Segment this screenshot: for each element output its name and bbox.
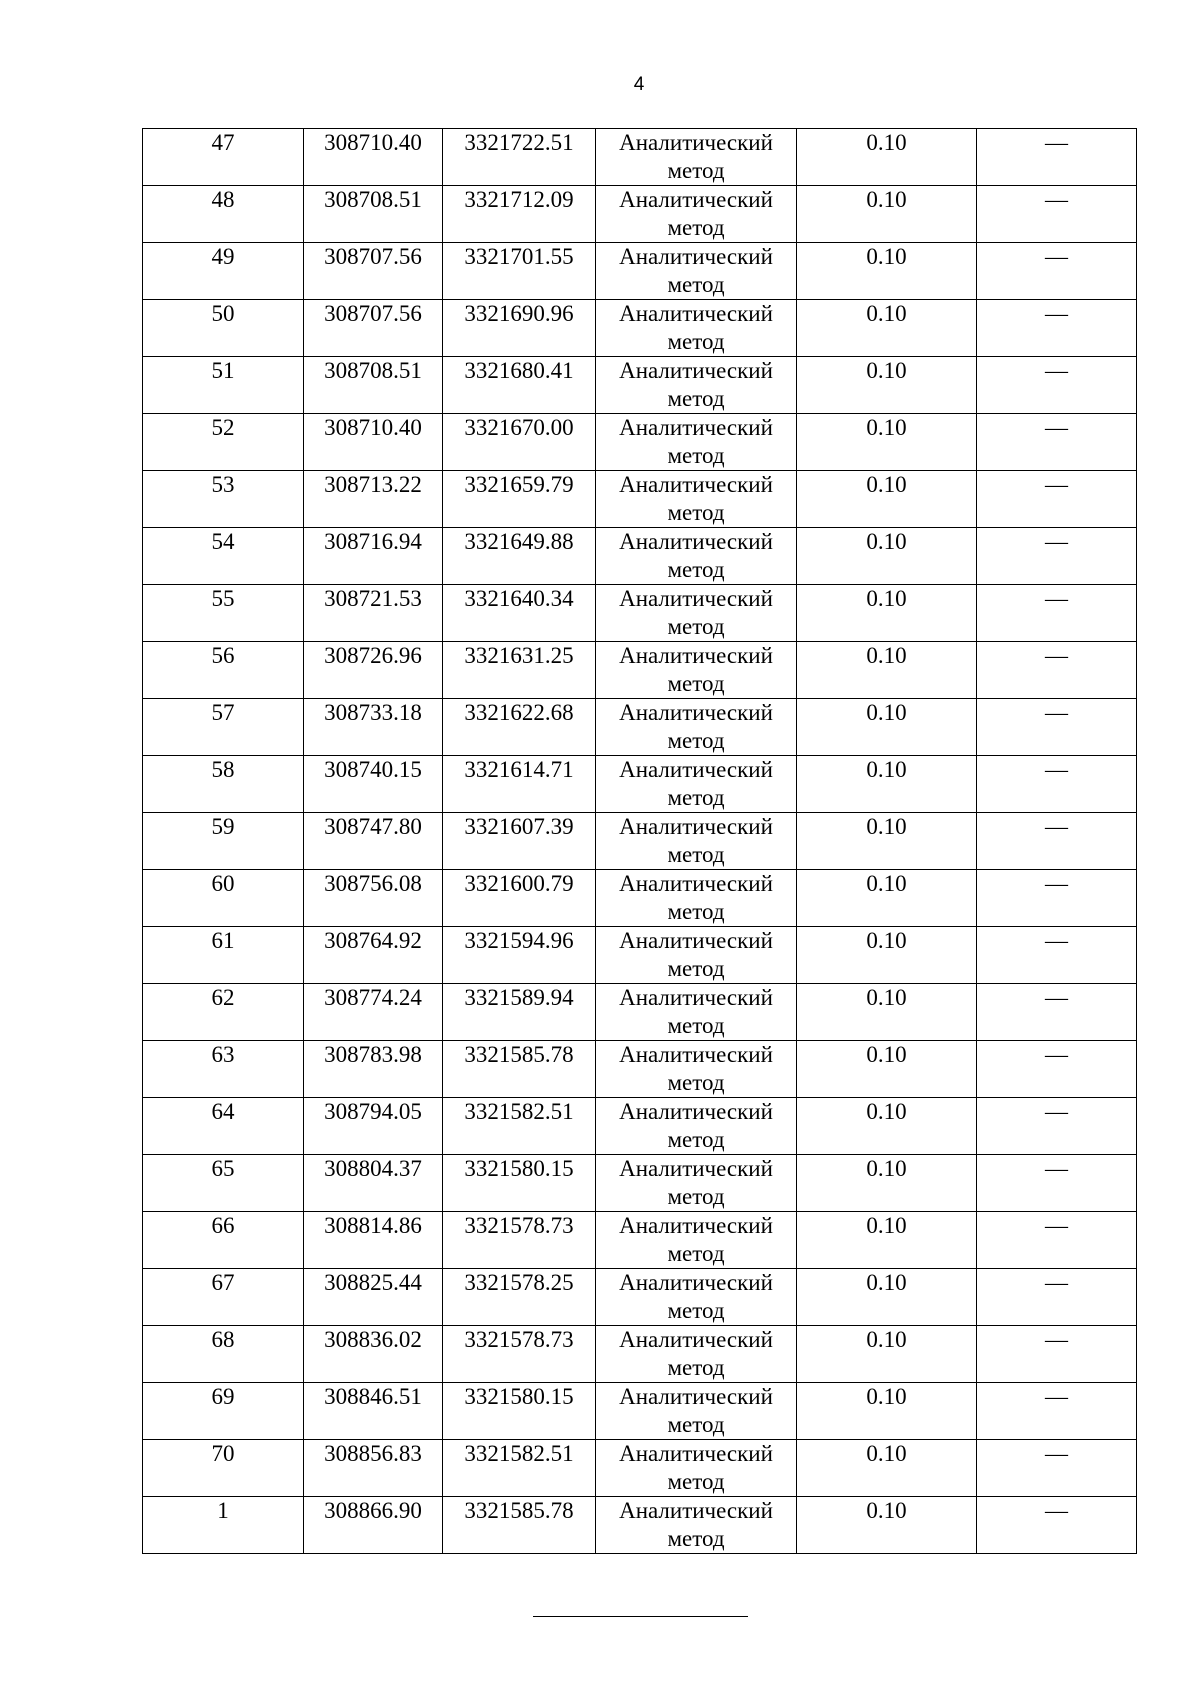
table-row bbox=[143, 984, 1137, 1041]
y-coordinate-cell: 3321582.51 bbox=[443, 1098, 596, 1155]
table-row bbox=[143, 642, 1137, 699]
method-line-2: метод bbox=[667, 1469, 725, 1494]
point-number-cell: 66 bbox=[143, 1212, 304, 1269]
method-line-1: Аналитический bbox=[619, 244, 773, 269]
x-coordinate-cell: 308825.44 bbox=[304, 1269, 443, 1326]
x-coordinate-cell: 308783.98 bbox=[304, 1041, 443, 1098]
description-cell: — bbox=[977, 129, 1137, 186]
coordinates-table-body bbox=[143, 129, 1137, 1554]
description-cell: — bbox=[977, 471, 1137, 528]
x-coordinate-cell: 308794.05 bbox=[304, 1098, 443, 1155]
accuracy-cell: 0.10 bbox=[797, 927, 977, 984]
method-line-1: Аналитический bbox=[619, 814, 773, 839]
accuracy-cell: 0.10 bbox=[797, 357, 977, 414]
method-cell bbox=[596, 870, 797, 927]
y-coordinate-cell: 3321701.55 bbox=[443, 243, 596, 300]
method-cell bbox=[596, 1326, 797, 1383]
description-cell: — bbox=[977, 1269, 1137, 1326]
y-coordinate-cell: 3321622.68 bbox=[443, 699, 596, 756]
x-coordinate-cell: 308740.15 bbox=[304, 756, 443, 813]
table-row bbox=[143, 1041, 1137, 1098]
method-line-2: метод bbox=[667, 671, 725, 696]
method-cell bbox=[596, 1155, 797, 1212]
x-coordinate-cell: 308710.40 bbox=[304, 129, 443, 186]
y-coordinate-cell: 3321585.78 bbox=[443, 1497, 596, 1554]
table-row bbox=[143, 927, 1137, 984]
accuracy-cell: 0.10 bbox=[797, 528, 977, 585]
x-coordinate-cell: 308774.24 bbox=[304, 984, 443, 1041]
method-line-2: метод bbox=[667, 1526, 725, 1551]
table-row bbox=[143, 414, 1137, 471]
point-number-cell: 62 bbox=[143, 984, 304, 1041]
description-cell: — bbox=[977, 357, 1137, 414]
accuracy-cell: 0.10 bbox=[797, 813, 977, 870]
coordinates-table bbox=[142, 128, 1137, 1554]
method-line-2: метод bbox=[667, 500, 725, 525]
method-line-1: Аналитический bbox=[619, 1327, 773, 1352]
accuracy-cell: 0.10 bbox=[797, 129, 977, 186]
description-cell: — bbox=[977, 1497, 1137, 1554]
y-coordinate-cell: 3321578.73 bbox=[443, 1212, 596, 1269]
description-cell: — bbox=[977, 1041, 1137, 1098]
table-row bbox=[143, 186, 1137, 243]
method-cell bbox=[596, 1098, 797, 1155]
x-coordinate-cell: 308756.08 bbox=[304, 870, 443, 927]
description-cell: — bbox=[977, 585, 1137, 642]
y-coordinate-cell: 3321649.88 bbox=[443, 528, 596, 585]
method-line-1: Аналитический bbox=[619, 1156, 773, 1181]
table-row bbox=[143, 1497, 1137, 1554]
method-line-2: метод bbox=[667, 1184, 725, 1209]
method-cell bbox=[596, 585, 797, 642]
method-line-2: метод bbox=[667, 728, 725, 753]
method-cell bbox=[596, 471, 797, 528]
table-row bbox=[143, 471, 1137, 528]
end-of-document-line bbox=[533, 1616, 748, 1617]
method-cell bbox=[596, 699, 797, 756]
method-line-2: метод bbox=[667, 899, 725, 924]
description-cell: — bbox=[977, 699, 1137, 756]
accuracy-cell: 0.10 bbox=[797, 585, 977, 642]
method-line-2: метод bbox=[667, 1241, 725, 1266]
x-coordinate-cell: 308716.94 bbox=[304, 528, 443, 585]
description-cell: — bbox=[977, 1212, 1137, 1269]
method-cell bbox=[596, 186, 797, 243]
x-coordinate-cell: 308856.83 bbox=[304, 1440, 443, 1497]
method-line-1: Аналитический bbox=[619, 1042, 773, 1067]
method-line-2: метод bbox=[667, 1298, 725, 1323]
accuracy-cell: 0.10 bbox=[797, 414, 977, 471]
method-line-1: Аналитический bbox=[619, 871, 773, 896]
method-line-2: метод bbox=[667, 614, 725, 639]
point-number-cell: 70 bbox=[143, 1440, 304, 1497]
method-cell bbox=[596, 642, 797, 699]
point-number-cell: 69 bbox=[143, 1383, 304, 1440]
y-coordinate-cell: 3321594.96 bbox=[443, 927, 596, 984]
table-row bbox=[143, 813, 1137, 870]
x-coordinate-cell: 308733.18 bbox=[304, 699, 443, 756]
y-coordinate-cell: 3321607.39 bbox=[443, 813, 596, 870]
accuracy-cell: 0.10 bbox=[797, 300, 977, 357]
description-cell: — bbox=[977, 870, 1137, 927]
x-coordinate-cell: 308836.02 bbox=[304, 1326, 443, 1383]
accuracy-cell: 0.10 bbox=[797, 243, 977, 300]
table-row bbox=[143, 585, 1137, 642]
y-coordinate-cell: 3321680.41 bbox=[443, 357, 596, 414]
y-coordinate-cell: 3321631.25 bbox=[443, 642, 596, 699]
y-coordinate-cell: 3321589.94 bbox=[443, 984, 596, 1041]
x-coordinate-cell: 308708.51 bbox=[304, 186, 443, 243]
point-number-cell: 48 bbox=[143, 186, 304, 243]
method-line-1: Аналитический bbox=[619, 1441, 773, 1466]
method-line-2: метод bbox=[667, 329, 725, 354]
method-line-1: Аналитический bbox=[619, 1270, 773, 1295]
method-cell bbox=[596, 528, 797, 585]
point-number-cell: 49 bbox=[143, 243, 304, 300]
method-line-1: Аналитический bbox=[619, 586, 773, 611]
description-cell: — bbox=[977, 813, 1137, 870]
method-line-2: метод bbox=[667, 557, 725, 582]
method-line-1: Аналитический bbox=[619, 1384, 773, 1409]
y-coordinate-cell: 3321659.79 bbox=[443, 471, 596, 528]
point-number-cell: 60 bbox=[143, 870, 304, 927]
description-cell: — bbox=[977, 927, 1137, 984]
y-coordinate-cell: 3321580.15 bbox=[443, 1383, 596, 1440]
x-coordinate-cell: 308721.53 bbox=[304, 585, 443, 642]
method-line-2: метод bbox=[667, 842, 725, 867]
method-line-2: метод bbox=[667, 443, 725, 468]
y-coordinate-cell: 3321640.34 bbox=[443, 585, 596, 642]
method-line-2: метод bbox=[667, 785, 725, 810]
accuracy-cell: 0.10 bbox=[797, 984, 977, 1041]
table-row bbox=[143, 129, 1137, 186]
method-line-1: Аналитический bbox=[619, 358, 773, 383]
x-coordinate-cell: 308710.40 bbox=[304, 414, 443, 471]
accuracy-cell: 0.10 bbox=[797, 756, 977, 813]
accuracy-cell: 0.10 bbox=[797, 186, 977, 243]
method-line-1: Аналитический bbox=[619, 1099, 773, 1124]
description-cell: — bbox=[977, 1383, 1137, 1440]
method-cell bbox=[596, 414, 797, 471]
method-line-2: метод bbox=[667, 956, 725, 981]
accuracy-cell: 0.10 bbox=[797, 471, 977, 528]
method-cell bbox=[596, 984, 797, 1041]
point-number-cell: 52 bbox=[143, 414, 304, 471]
y-coordinate-cell: 3321614.71 bbox=[443, 756, 596, 813]
point-number-cell: 59 bbox=[143, 813, 304, 870]
table-row bbox=[143, 300, 1137, 357]
x-coordinate-cell: 308804.37 bbox=[304, 1155, 443, 1212]
method-line-1: Аналитический bbox=[619, 301, 773, 326]
page-number: 4 bbox=[633, 74, 645, 95]
point-number-cell: 67 bbox=[143, 1269, 304, 1326]
description-cell: — bbox=[977, 1440, 1137, 1497]
x-coordinate-cell: 308814.86 bbox=[304, 1212, 443, 1269]
method-line-2: метод bbox=[667, 386, 725, 411]
method-cell bbox=[596, 1212, 797, 1269]
method-line-2: метод bbox=[667, 272, 725, 297]
point-number-cell: 58 bbox=[143, 756, 304, 813]
x-coordinate-cell: 308707.56 bbox=[304, 300, 443, 357]
y-coordinate-cell: 3321690.96 bbox=[443, 300, 596, 357]
accuracy-cell: 0.10 bbox=[797, 1212, 977, 1269]
point-number-cell: 61 bbox=[143, 927, 304, 984]
method-cell bbox=[596, 927, 797, 984]
accuracy-cell: 0.10 bbox=[797, 870, 977, 927]
x-coordinate-cell: 308707.56 bbox=[304, 243, 443, 300]
method-cell bbox=[596, 813, 797, 870]
table-row bbox=[143, 756, 1137, 813]
method-cell bbox=[596, 1383, 797, 1440]
accuracy-cell: 0.10 bbox=[797, 642, 977, 699]
description-cell: — bbox=[977, 186, 1137, 243]
table-row bbox=[143, 528, 1137, 585]
y-coordinate-cell: 3321712.09 bbox=[443, 186, 596, 243]
accuracy-cell: 0.10 bbox=[797, 1269, 977, 1326]
table-row bbox=[143, 699, 1137, 756]
method-line-1: Аналитический bbox=[619, 643, 773, 668]
table-row bbox=[143, 1212, 1137, 1269]
point-number-cell: 65 bbox=[143, 1155, 304, 1212]
table-row bbox=[143, 1098, 1137, 1155]
method-line-1: Аналитический bbox=[619, 415, 773, 440]
x-coordinate-cell: 308866.90 bbox=[304, 1497, 443, 1554]
method-cell bbox=[596, 1041, 797, 1098]
x-coordinate-cell: 308747.80 bbox=[304, 813, 443, 870]
method-line-1: Аналитический bbox=[619, 1498, 773, 1523]
method-line-1: Аналитический bbox=[619, 985, 773, 1010]
accuracy-cell: 0.10 bbox=[797, 1041, 977, 1098]
method-line-1: Аналитический bbox=[619, 700, 773, 725]
table-row bbox=[143, 357, 1137, 414]
description-cell: — bbox=[977, 1326, 1137, 1383]
y-coordinate-cell: 3321670.00 bbox=[443, 414, 596, 471]
method-cell bbox=[596, 357, 797, 414]
x-coordinate-cell: 308764.92 bbox=[304, 927, 443, 984]
x-coordinate-cell: 308708.51 bbox=[304, 357, 443, 414]
description-cell: — bbox=[977, 300, 1137, 357]
method-line-2: метод bbox=[667, 215, 725, 240]
table-row bbox=[143, 870, 1137, 927]
point-number-cell: 54 bbox=[143, 528, 304, 585]
accuracy-cell: 0.10 bbox=[797, 1098, 977, 1155]
x-coordinate-cell: 308846.51 bbox=[304, 1383, 443, 1440]
table-row bbox=[143, 1269, 1137, 1326]
y-coordinate-cell: 3321585.78 bbox=[443, 1041, 596, 1098]
point-number-cell: 63 bbox=[143, 1041, 304, 1098]
table-row bbox=[143, 1326, 1137, 1383]
method-line-1: Аналитический bbox=[619, 928, 773, 953]
point-number-cell: 47 bbox=[143, 129, 304, 186]
description-cell: — bbox=[977, 984, 1137, 1041]
method-cell bbox=[596, 300, 797, 357]
accuracy-cell: 0.10 bbox=[797, 699, 977, 756]
method-line-1: Аналитический bbox=[619, 1213, 773, 1238]
method-cell bbox=[596, 1440, 797, 1497]
description-cell: — bbox=[977, 243, 1137, 300]
point-number-cell: 50 bbox=[143, 300, 304, 357]
accuracy-cell: 0.10 bbox=[797, 1440, 977, 1497]
accuracy-cell: 0.10 bbox=[797, 1497, 977, 1554]
method-line-1: Аналитический bbox=[619, 130, 773, 155]
description-cell: — bbox=[977, 1098, 1137, 1155]
y-coordinate-cell: 3321578.25 bbox=[443, 1269, 596, 1326]
description-cell: — bbox=[977, 1155, 1137, 1212]
method-line-1: Аналитический bbox=[619, 187, 773, 212]
table-row bbox=[143, 243, 1137, 300]
method-cell bbox=[596, 243, 797, 300]
method-line-2: метод bbox=[667, 1070, 725, 1095]
point-number-cell: 56 bbox=[143, 642, 304, 699]
method-cell bbox=[596, 1269, 797, 1326]
method-line-2: метод bbox=[667, 1127, 725, 1152]
y-coordinate-cell: 3321600.79 bbox=[443, 870, 596, 927]
y-coordinate-cell: 3321580.15 bbox=[443, 1155, 596, 1212]
description-cell: — bbox=[977, 528, 1137, 585]
point-number-cell: 51 bbox=[143, 357, 304, 414]
method-line-2: метод bbox=[667, 1355, 725, 1380]
point-number-cell: 68 bbox=[143, 1326, 304, 1383]
y-coordinate-cell: 3321578.73 bbox=[443, 1326, 596, 1383]
y-coordinate-cell: 3321722.51 bbox=[443, 129, 596, 186]
method-cell bbox=[596, 1497, 797, 1554]
point-number-cell: 1 bbox=[143, 1497, 304, 1554]
point-number-cell: 55 bbox=[143, 585, 304, 642]
point-number-cell: 64 bbox=[143, 1098, 304, 1155]
accuracy-cell: 0.10 bbox=[797, 1383, 977, 1440]
method-line-2: метод bbox=[667, 158, 725, 183]
method-line-1: Аналитический bbox=[619, 472, 773, 497]
method-line-2: метод bbox=[667, 1412, 725, 1437]
description-cell: — bbox=[977, 414, 1137, 471]
table-row bbox=[143, 1155, 1137, 1212]
x-coordinate-cell: 308713.22 bbox=[304, 471, 443, 528]
x-coordinate-cell: 308726.96 bbox=[304, 642, 443, 699]
method-line-2: метод bbox=[667, 1013, 725, 1038]
table-row bbox=[143, 1440, 1137, 1497]
method-cell bbox=[596, 756, 797, 813]
method-line-1: Аналитический bbox=[619, 529, 773, 554]
description-cell: — bbox=[977, 756, 1137, 813]
point-number-cell: 57 bbox=[143, 699, 304, 756]
accuracy-cell: 0.10 bbox=[797, 1326, 977, 1383]
description-cell: — bbox=[977, 642, 1137, 699]
y-coordinate-cell: 3321582.51 bbox=[443, 1440, 596, 1497]
accuracy-cell: 0.10 bbox=[797, 1155, 977, 1212]
method-line-1: Аналитический bbox=[619, 757, 773, 782]
method-cell bbox=[596, 129, 797, 186]
table-row bbox=[143, 1383, 1137, 1440]
point-number-cell: 53 bbox=[143, 471, 304, 528]
